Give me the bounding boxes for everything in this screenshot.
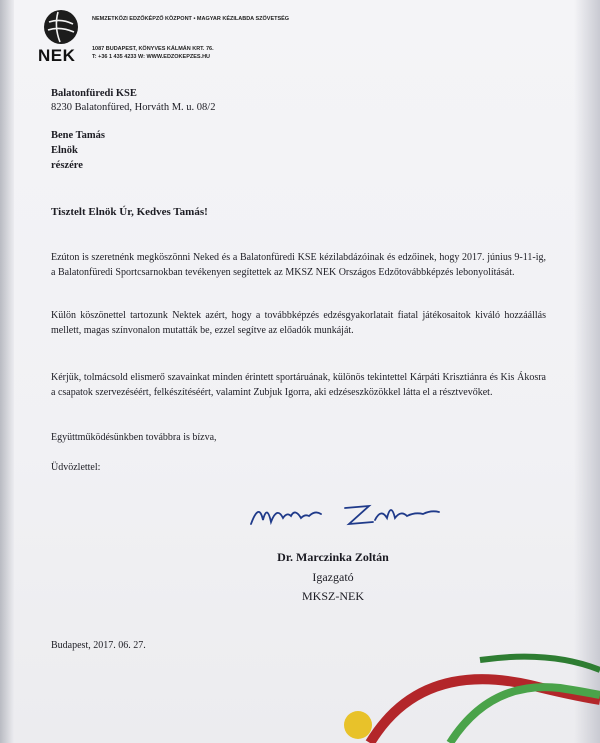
ball-icon: [44, 10, 78, 44]
closing: Üdvözlettel:: [51, 462, 101, 473]
org-contact-line: T: +36 1 435 4233 W: WWW.EDZOKEPZES.HU: [92, 54, 211, 60]
signatory-org: MKSZ-NEK: [302, 589, 364, 603]
recipient-person: Bene Tamás: [51, 130, 105, 141]
org-name-line: NEMZETKÖZI EDZŐKÉPZŐ KÖZPONT • MAGYAR KÉZILABDA SZÖVETSÉG: [92, 16, 290, 22]
handwritten-signature: [245, 494, 445, 534]
paragraph-2: Külön köszönettel tartozunk Nektek azért, hogy a továbbképzés edzésgyakorlatait fiatal játékosaitok kiváló hozzáállás mellett, magas színvonalon mutatták be, ezzel segítve az előadók munkáját.: [51, 310, 546, 336]
logo-text: NEK: [38, 46, 76, 65]
paragraph-1: Ezúton is szeretnénk megköszönni Neked és a Balatonfüredi KSE kézilabdázóinak és edzőinek, hogy 2017. június 9-11-ig, a Balatonfüredi Sportcsarnokban tevékenyen segítettek az MKSZ NEK Országos Edzőtovábbképzés lebonyolítását.: [51, 252, 546, 278]
place-date: Budapest, 2017. 06. 27.: [51, 640, 146, 651]
recipient-name: Balatonfüredi KSE: [51, 88, 137, 99]
salutation: Tisztelt Elnök Úr, Kedves Tamás!: [51, 206, 208, 218]
decorative-swoosh: [330, 640, 600, 743]
page-shadow-right: [574, 0, 600, 743]
recipient-address: 8230 Balatonfüred, Horváth M. u. 08/2: [51, 102, 216, 113]
signatory-name: Dr. Marczinka Zoltán: [277, 550, 389, 564]
paragraph-4: Együttműködésünkben továbbra is bízva,: [51, 432, 217, 443]
paragraph-3: Kérjük, tolmácsold elismerő szavainkat minden érintett sportáruának, különös tekintettel Kárpáti Krisztiánra és Kis Ákosra a csapatok szervezéséért, felkészítéséért, valamint Zubjuk Igorra, aki edzéseszközökkel látta el a résztvevőket.: [51, 372, 546, 398]
nek-logo: [38, 10, 90, 66]
recipient-title: Elnök: [51, 145, 78, 156]
page-shadow-left: [0, 0, 14, 743]
recipient-for: részére: [51, 160, 83, 171]
org-address-line: 1087 BUDAPEST, KÖNYVES KÁLMÁN KRT. 76.: [92, 46, 214, 52]
signatory-role: Igazgató: [312, 570, 354, 584]
